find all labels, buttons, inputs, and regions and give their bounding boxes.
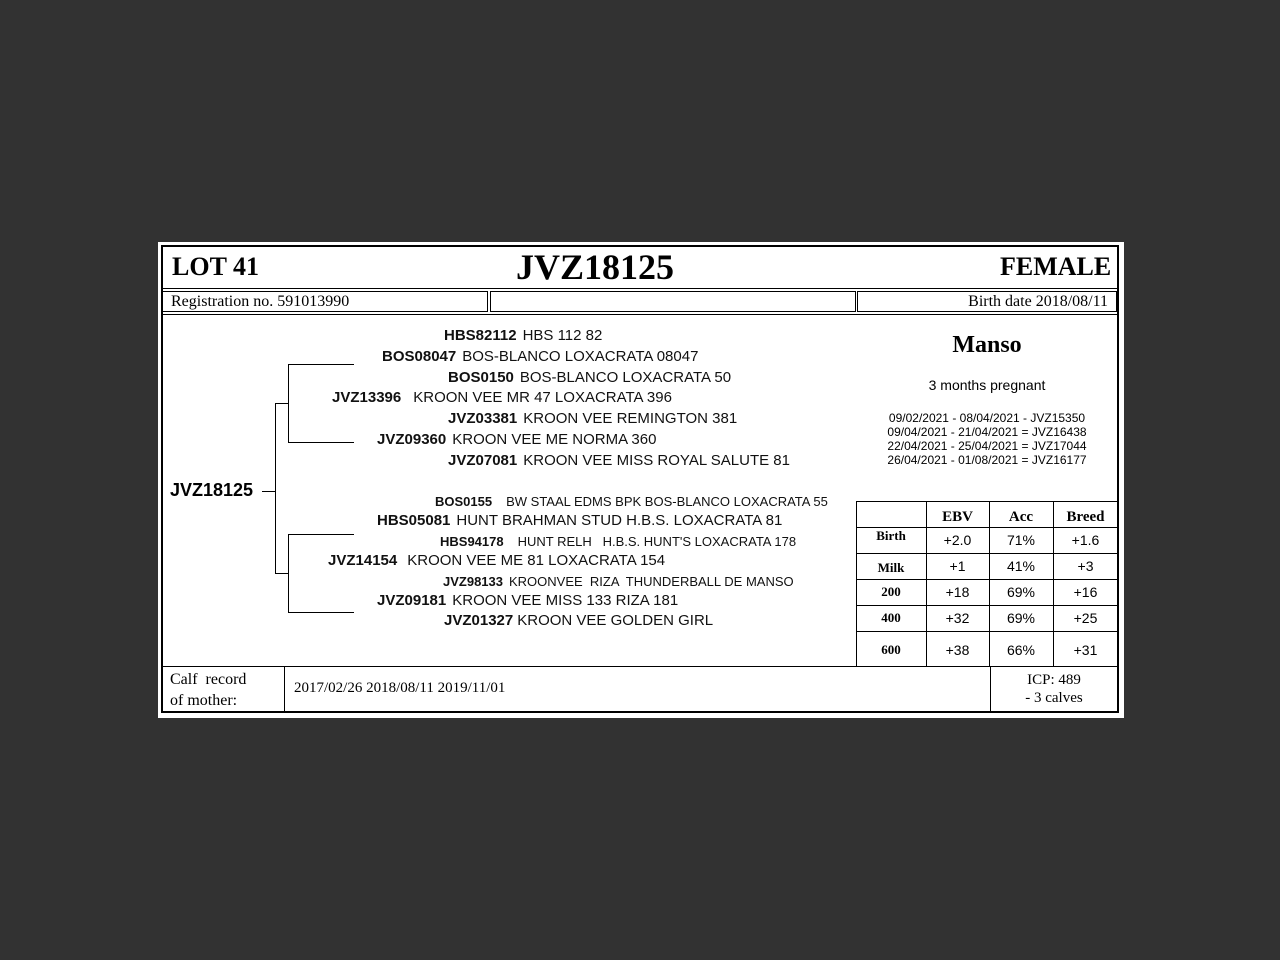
pedigree-entry xyxy=(435,494,828,509)
icp-value: ICP: 489 xyxy=(1027,672,1081,688)
pedigree-code: BOS0150 xyxy=(448,369,514,386)
pedigree-name: KROON VEE GOLDEN GIRL xyxy=(517,612,714,629)
sire-bracket xyxy=(288,364,289,442)
ebv-breed-avg: +3 xyxy=(1077,558,1094,574)
pedigree-entry xyxy=(443,574,794,589)
pregnancy-status: 3 months pregnant xyxy=(928,377,1046,393)
sire-dam-connector xyxy=(288,442,354,443)
pedigree-name: BOS-BLANCO LOXACRATA 08047 xyxy=(462,348,699,365)
pedigree-entry xyxy=(448,410,737,427)
sire-connector xyxy=(275,403,288,404)
ebv-value: +32 xyxy=(945,610,970,626)
pedigree-entry xyxy=(448,452,790,469)
pedigree-code: JVZ09360 xyxy=(377,431,447,448)
info-middle-box xyxy=(490,291,856,312)
pedigree-entry xyxy=(377,431,656,448)
ebv-header-acc: Acc xyxy=(1008,508,1034,525)
pedigree-code: HBS05081 xyxy=(377,512,451,529)
pedigree-name: BOS-BLANCO LOXACRATA 50 xyxy=(519,369,732,386)
sire-sire-connector xyxy=(288,364,354,365)
ebv-table xyxy=(856,501,1119,667)
info-divider xyxy=(161,314,1119,315)
dam-connector xyxy=(275,573,288,574)
ebv-value: +1 xyxy=(949,558,966,574)
pedigree-name: KROON VEE REMINGTON 381 xyxy=(523,410,738,427)
ebv-row-label: 400 xyxy=(881,610,901,625)
birth-date-box xyxy=(857,291,1117,312)
parents-bracket xyxy=(275,403,276,573)
animal-id-title: JVZ18125 xyxy=(516,247,675,287)
ebv-accuracy: 41% xyxy=(1006,558,1036,574)
service-line: 26/04/2021 - 01/08/2021 = JVZ16177 xyxy=(887,453,1087,467)
lot-number: LOT 41 xyxy=(172,252,259,281)
sex-label: FEMALE xyxy=(1000,252,1112,281)
pedigree-name: KROON VEE MISS 133 RIZA 181 xyxy=(452,592,679,609)
ebv-value: +18 xyxy=(945,584,970,600)
pedigree-code: BOS0155 xyxy=(435,494,493,509)
ebv-value: +38 xyxy=(945,642,970,658)
service-line: 09/02/2021 - 08/04/2021 - JVZ15350 xyxy=(888,411,1086,425)
pedigree-subject: JVZ18125 xyxy=(170,480,254,500)
pedigree-name: KROON VEE ME 81 LOXACRATA 154 xyxy=(407,552,666,569)
service-line: 22/04/2021 - 25/04/2021 = JVZ17044 xyxy=(887,439,1087,453)
ebv-value: +2.0 xyxy=(943,532,972,548)
ebv-header-ebv: EBV xyxy=(942,508,973,525)
dam-sire-connector xyxy=(288,534,354,535)
pedigree-code: JVZ98133 xyxy=(443,574,503,589)
pedigree-code: JVZ14154 xyxy=(328,552,398,569)
pedigree-code: HBS94178 xyxy=(440,534,504,549)
registration-box xyxy=(162,291,488,312)
pedigree-code: HBS82112 xyxy=(444,327,517,344)
pedigree-name: KROON VEE ME NORMA 360 xyxy=(452,431,657,448)
lot-card xyxy=(158,242,1124,718)
dam-bracket xyxy=(288,534,289,612)
pedigree-entry xyxy=(448,369,731,386)
calf-record-label xyxy=(170,669,246,711)
pedigree-code: JVZ13396 xyxy=(332,389,402,406)
ebv-grid-line xyxy=(856,501,1118,502)
pedigree-entry xyxy=(444,327,602,344)
pedigree-entry xyxy=(440,534,796,549)
pedigree-code: BOS08047 xyxy=(382,348,457,365)
ebv-breed-avg: +16 xyxy=(1073,584,1098,600)
ebv-header-breed: Breed xyxy=(1066,508,1105,525)
pedigree-name: HUNT RELH H.B.S. HUNT'S LOXACRATA 178 xyxy=(517,534,797,549)
registration-number: Registration no. 591013990 xyxy=(171,293,350,310)
breeder-name: Manso xyxy=(952,332,1022,358)
ebv-row-label: 200 xyxy=(881,584,901,599)
pedigree-entry xyxy=(328,552,665,569)
pedigree-name: KROON VEE MISS ROYAL SALUTE 81 xyxy=(523,452,790,469)
ebv-row-label: Milk xyxy=(877,560,905,575)
ebv-breed-avg: +1.6 xyxy=(1071,532,1100,548)
dam-dam-connector xyxy=(288,612,354,613)
pedigree-name: HBS 112 82 xyxy=(522,327,603,344)
ebv-breed-avg: +31 xyxy=(1073,642,1098,658)
ebv-grid-line xyxy=(856,631,1118,632)
ebv-breed-avg: +25 xyxy=(1073,610,1098,626)
pedigree-name: KROON VEE MR 47 LOXACRATA 396 xyxy=(413,389,672,406)
subject-connector xyxy=(262,491,275,492)
pedigree-code: JVZ07081 xyxy=(448,452,518,469)
calf-record-label-line: Calf record xyxy=(170,671,247,688)
icp-summary xyxy=(992,671,1116,707)
pedigree-name: KROONVEE RIZA THUNDERBALL DE MANSO xyxy=(509,574,794,589)
pedigree-entry xyxy=(332,389,672,406)
ebv-accuracy: 69% xyxy=(1006,584,1036,600)
service-dates xyxy=(857,411,1117,467)
ebv-row-label: Birth xyxy=(876,528,906,543)
pedigree-code: JVZ03381 xyxy=(448,410,518,427)
pedigree-code: JVZ09181 xyxy=(377,592,447,609)
calves-count: - 3 calves xyxy=(1025,690,1083,706)
pedigree-name: HUNT BRAHMAN STUD H.B.S. LOXACRATA 81 xyxy=(456,512,783,529)
ebv-accuracy: 69% xyxy=(1006,610,1036,626)
pedigree-entry xyxy=(377,592,678,609)
header-divider xyxy=(161,288,1119,289)
calf-record-dates: 2017/02/26 2018/08/11 2019/11/01 xyxy=(294,680,506,696)
pedigree-entry xyxy=(377,512,782,529)
footer-label-divider xyxy=(284,667,285,713)
footer-divider xyxy=(161,666,1119,667)
pedigree-entry xyxy=(444,612,713,629)
service-line: 09/04/2021 - 21/04/2021 = JVZ16438 xyxy=(887,425,1087,439)
footer-icp-divider xyxy=(990,667,991,713)
pedigree-entry xyxy=(382,348,698,365)
ebv-accuracy: 71% xyxy=(1006,532,1036,548)
ebv-accuracy: 66% xyxy=(1006,642,1036,658)
ebv-row-label: 600 xyxy=(881,642,901,657)
calf-record-label-line: of mother: xyxy=(170,692,238,709)
pedigree-name: BW STAAL EDMS BPK BOS-BLANCO LOXACRATA 55 xyxy=(506,494,828,509)
pedigree-code: JVZ01327 xyxy=(444,612,514,629)
birth-date: Birth date 2018/08/11 xyxy=(968,293,1108,310)
